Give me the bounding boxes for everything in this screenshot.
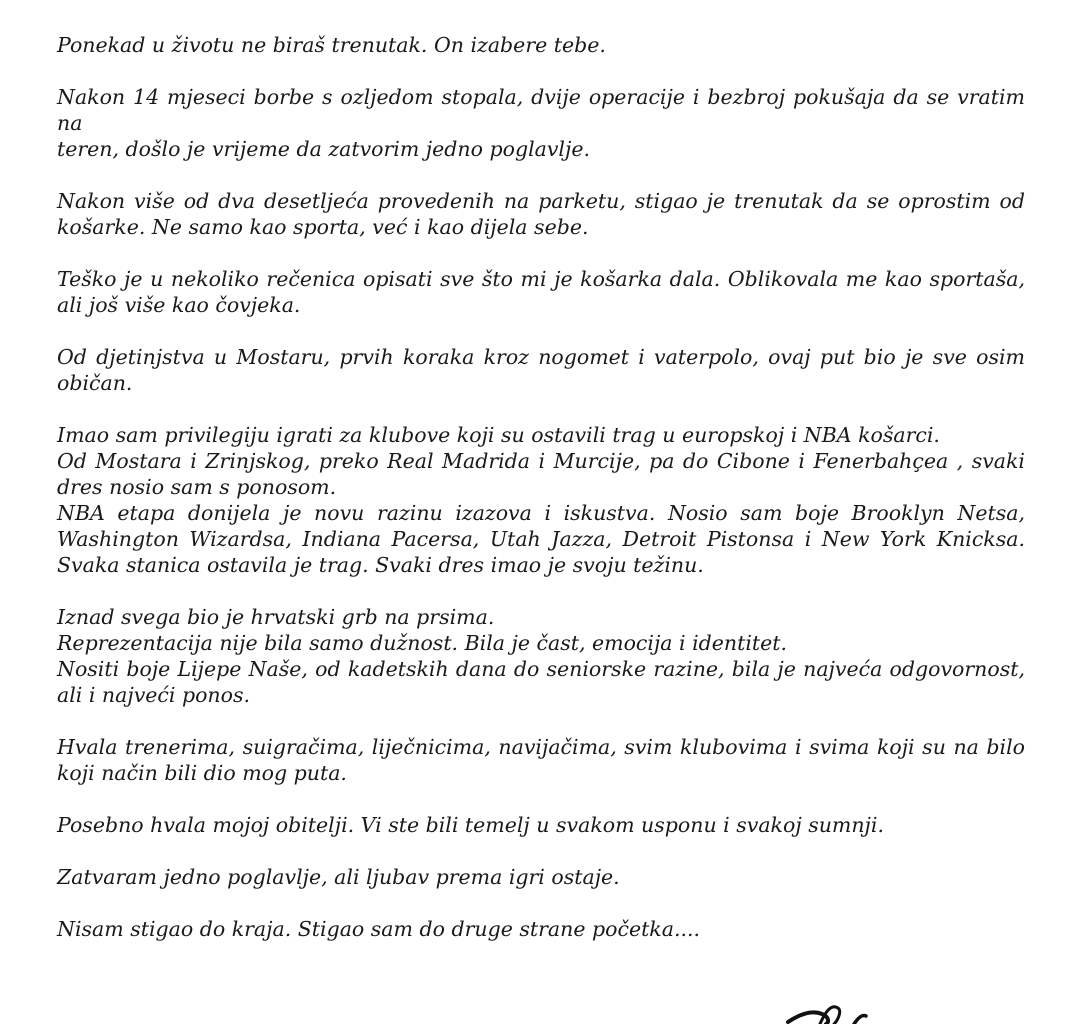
paragraph-line: košarke. Ne samo kao sporta, već i kao dijela sebe.: [57, 215, 589, 239]
paragraph-line: koji način bili dio mog puta.: [57, 761, 347, 785]
paragraph-7: [57, 604, 1025, 708]
paragraph-line: Od djetinjstva u Mostaru, prvih koraka kroz nogomet i vaterpolo, ovaj put bio je sve osim: [57, 345, 1025, 369]
paragraph-line: Nakon 14 mjeseci borbe s ozljedom stopala, dvije operacije i bezbroj pokušaja da se vratim na: [57, 85, 1025, 135]
paragraph-9: [57, 812, 1025, 838]
paragraph-line: Nositi boje Lijepe Naše, od kadetskih dana do seniorske razine, bila je najveća odgovornost,: [57, 657, 1025, 681]
paragraph-line: Iznad svega bio je hrvatski grb na prsima.: [57, 605, 495, 629]
paragraph-10: [57, 864, 1025, 890]
paragraph-line: teren, došlo je vrijeme da zatvorim jedno poglavlje.: [57, 137, 590, 161]
paragraph-line: Washington Wizardsa, Indiana Pacersa, Utah Jazza, Detroit Pistonsa i New York Knicksa.: [57, 527, 1025, 551]
paragraph-line: Posebno hvala mojoj obitelji. Vi ste bili temelj u svakom usponu i svakoj sumnji.: [57, 813, 884, 837]
paragraph-line: Teško je u nekoliko rečenica opisati sve što mi je košarka dala. Oblikovala me kao sportaša,: [57, 267, 1025, 291]
paragraph-1: [57, 32, 1025, 58]
paragraph-line: Ponekad u životu ne biraš trenutak. On izabere tebe.: [57, 33, 606, 57]
letter-body: [57, 32, 1025, 968]
paragraph-line: ali još više kao čovjeka.: [57, 293, 301, 317]
paragraph-line: običan.: [57, 371, 133, 395]
paragraph-line: Hvala trenerima, suigračima, liječnicima, navijačima, svim klubovima i svima koji su na bilo: [57, 735, 1025, 759]
paragraph-line: Od Mostara i Zrinjskog, preko Real Madrida i Murcije, pa do Cibone i Fenerbahçea , svaki: [57, 449, 1025, 473]
paragraph-8: [57, 734, 1025, 786]
signature-mark: [780, 1000, 900, 1024]
paragraph-line: Nisam stigao do kraja. Stigao sam do druge strane početka....: [57, 917, 701, 941]
paragraph-2: [57, 84, 1025, 162]
paragraph-5: [57, 344, 1025, 396]
paragraph-line: Nakon više od dva desetljeća provedenih na parketu, stigao je trenutak da se oprostim od: [57, 189, 1025, 213]
paragraph-line: Svaka stanica ostavila je trag. Svaki dres imao je svoju težinu.: [57, 553, 704, 577]
paragraph-11: [57, 916, 1025, 942]
paragraph-line: Reprezentacija nije bila samo dužnost. Bila je čast, emocija i identitet.: [57, 631, 788, 655]
paragraph-6: [57, 422, 1025, 578]
paragraph-3: [57, 188, 1025, 240]
paragraph-line: NBA etapa donijela je novu razinu izazova i iskustva. Nosio sam boje Brooklyn Netsa,: [57, 501, 1025, 525]
paragraph-line: Imao sam privilegiju igrati za klubove koji su ostavili trag u europskoj i NBA košarci.: [57, 423, 940, 447]
paragraph-line: dres nosio sam s ponosom.: [57, 475, 337, 499]
paragraph-4: [57, 266, 1025, 318]
paragraph-line: ali i najveći ponos.: [57, 683, 251, 707]
paragraph-line: Zatvaram jedno poglavlje, ali ljubav prema igri ostaje.: [57, 865, 620, 889]
